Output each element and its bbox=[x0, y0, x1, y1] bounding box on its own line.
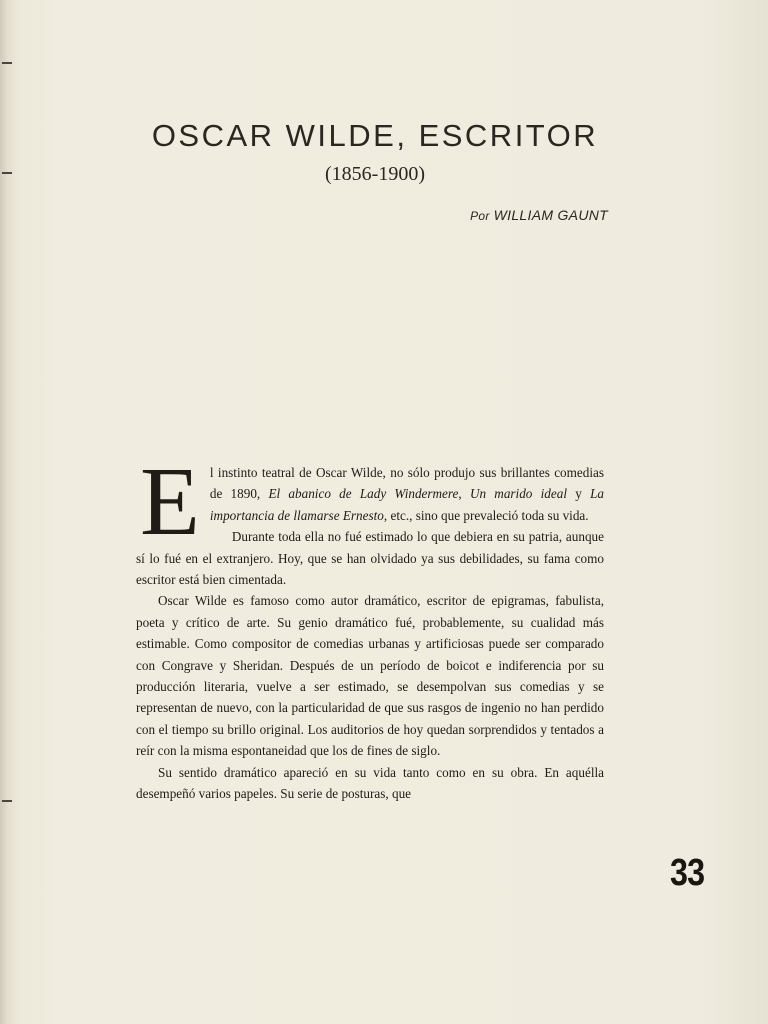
paragraph-text: l instinto teatral de Oscar Wilde, no sólo produjo sus brillantes comedias de 1890, bbox=[209, 465, 604, 502]
paragraph-4: Su sentido dramático apareció en su vida tanto como en su obra. En aquélla desempeñó varios papeles. Su serie de posturas, que bbox=[136, 764, 604, 802]
margin-mark bbox=[2, 172, 12, 174]
work-title: La importancia de llamarse Ernesto bbox=[209, 486, 604, 523]
page-number: 33 bbox=[669, 852, 704, 894]
margin-mark bbox=[2, 800, 12, 802]
paragraph-text: , etc., sino que prevaleció toda su vida. bbox=[383, 507, 589, 523]
life-dates: (1856-1900) bbox=[325, 163, 425, 185]
binding-edge bbox=[0, 0, 8, 1024]
paragraph-3: Oscar Wilde es famoso como autor dramático, escritor de epigramas, fabulista, poeta y crítico de arte. Su genio dramático fué, probablemente, su cualidad más estimable. Como compositor de comedias urbanas y artificiosas puede ser comparado con Congrave y Sheridan. Después de un período de boicot e indiferencia por su producción literaria, vuelve a ser estimado, se desempolvan sus comedias y se representan de nuevo, con la particularidad de que sus rasgos de ingenio no han perdido con el tiempo su brillo original. Los auditorios de hoy quedan sorprendidos y tentados a reír con la misma espontaneidad que los de fines de siglo. bbox=[136, 593, 604, 759]
article-title: OSCAR WILDE, ESCRITOR bbox=[151, 118, 599, 153]
author-name: WILLIAM GAUNT bbox=[493, 207, 608, 223]
article-body bbox=[136, 448, 604, 805]
work-title: Un marido ideal bbox=[469, 486, 567, 502]
paragraph-1 bbox=[136, 448, 604, 556]
byline-prefix: Por bbox=[470, 209, 490, 223]
byline bbox=[470, 207, 608, 223]
drop-cap: E bbox=[140, 448, 200, 556]
paragraph-2: Durante toda ella no fué estimado lo que debiera en su patria, aunque sí lo fué en el extranjero. Hoy, que se han olvidado ya sus debilidades, su fama como escritor está bien cimentada. bbox=[136, 529, 604, 588]
work-title: El abanico de Lady Windermere bbox=[268, 486, 459, 502]
margin-mark bbox=[2, 62, 12, 64]
paragraph-text: y bbox=[567, 486, 591, 502]
paragraph-text: , bbox=[458, 486, 470, 502]
